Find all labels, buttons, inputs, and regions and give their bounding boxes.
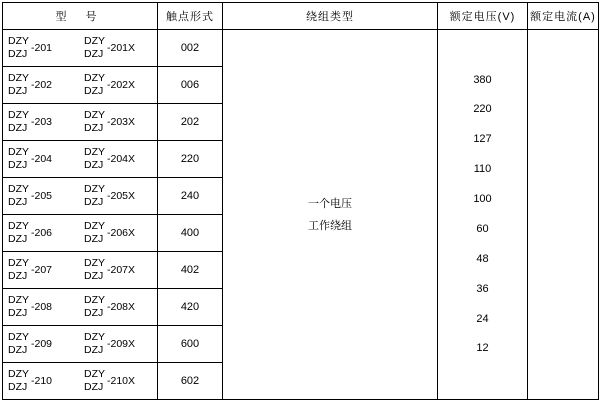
model-suffix: -202 (31, 79, 53, 91)
model-prefix-dzy: DZY (8, 145, 29, 158)
table-row (3, 30, 599, 67)
model-suffix: -203 (31, 116, 53, 128)
rated-current-value (528, 30, 599, 400)
model-prefix-dzy: DZY (8, 108, 29, 121)
model-prefix-dzy: DZY (84, 71, 105, 84)
model-code-primary (4, 294, 80, 320)
model-prefix-dzy: DZY (84, 219, 105, 232)
column-header-model: 型 号 (3, 3, 158, 30)
header-row (3, 3, 599, 30)
model-code-primary (4, 183, 80, 209)
model-prefix-group (84, 35, 105, 61)
model-code-primary (4, 331, 80, 357)
model-prefix-group (84, 368, 105, 394)
model-suffix: -207 (31, 264, 53, 276)
voltage-item: 380 (473, 73, 492, 86)
voltage-item: 12 (476, 342, 489, 355)
model-prefix-dzy: DZY (8, 256, 29, 269)
model-prefix-group (8, 257, 29, 283)
model-code-variant (80, 146, 156, 172)
model-prefix-dzj: DZJ (84, 344, 104, 356)
model-prefix-dzj: DZJ (8, 48, 28, 60)
model-code-primary (4, 368, 80, 394)
model-prefix-dzj: DZJ (84, 48, 104, 60)
column-header-contact-type: 触点形式 (158, 3, 223, 30)
rated-voltage-value (438, 30, 528, 400)
model-prefix-dzj: DZJ (8, 344, 28, 356)
contact-type-value: 202 (158, 104, 223, 141)
model-suffix-variant: -208X (107, 301, 136, 313)
model-prefix-dzj: DZJ (8, 159, 28, 171)
winding-line-1: 一个电压 (308, 197, 352, 210)
model-cell (3, 252, 158, 289)
model-cell (3, 104, 158, 141)
model-code-primary (4, 220, 80, 246)
model-cell (3, 289, 158, 326)
model-prefix-dzy: DZY (84, 34, 105, 47)
voltage-item: 110 (473, 163, 492, 176)
model-prefix-group (84, 109, 105, 135)
model-prefix-dzy: DZY (8, 293, 29, 306)
model-prefix-dzj: DZJ (8, 85, 28, 97)
column-header-winding-type: 绕组类型 (223, 3, 438, 30)
model-prefix-dzj: DZJ (8, 381, 28, 393)
voltage-item: 100 (473, 193, 492, 205)
model-prefix-dzj: DZJ (84, 122, 104, 134)
model-prefix-dzy: DZY (8, 34, 29, 47)
model-prefix-dzj: DZJ (84, 233, 104, 245)
model-prefix-dzj: DZJ (8, 122, 28, 134)
model-prefix-group (84, 183, 105, 209)
model-code-variant (80, 294, 156, 320)
model-prefix-group (8, 35, 29, 61)
model-prefix-group (84, 220, 105, 246)
model-suffix: -206 (31, 227, 53, 239)
model-suffix: -201 (31, 42, 53, 54)
contact-type-value: 240 (158, 178, 223, 215)
voltage-item: 24 (476, 312, 489, 325)
model-prefix-dzj: DZJ (84, 159, 104, 171)
model-prefix-dzy: DZY (84, 182, 105, 195)
model-suffix: -205 (31, 190, 53, 202)
model-suffix: -204 (31, 153, 53, 165)
model-prefix-group (8, 72, 29, 98)
model-prefix-dzy: DZY (8, 71, 29, 84)
contact-type-value: 006 (158, 67, 223, 104)
column-header-rated-current: 额定电流(A) (528, 3, 599, 30)
model-cell (3, 141, 158, 178)
model-suffix: -209 (31, 338, 53, 350)
contact-type-value: 220 (158, 141, 223, 178)
model-prefix-dzy: DZY (8, 182, 29, 195)
model-suffix-variant: -210X (107, 375, 136, 387)
model-prefix-group (8, 109, 29, 135)
model-code-primary (4, 257, 80, 283)
model-code-primary (4, 35, 80, 61)
contact-type-value: 400 (158, 215, 223, 252)
voltage-item: 36 (476, 282, 489, 295)
model-prefix-dzy: DZY (84, 367, 105, 380)
model-suffix-variant: -204X (107, 153, 136, 165)
model-prefix-dzy: DZY (84, 293, 105, 306)
model-cell (3, 215, 158, 252)
model-prefix-group (84, 146, 105, 172)
voltage-item: 60 (476, 222, 489, 235)
contact-type-value: 002 (158, 30, 223, 67)
model-code-variant (80, 220, 156, 246)
contact-type-value: 600 (158, 326, 223, 363)
contact-type-value: 402 (158, 252, 223, 289)
model-suffix-variant: -206X (107, 227, 136, 239)
model-prefix-dzj: DZJ (84, 270, 104, 282)
voltage-item: 127 (473, 133, 492, 146)
model-cell (3, 30, 158, 67)
model-prefix-dzj: DZJ (8, 233, 28, 245)
model-code-variant (80, 72, 156, 98)
model-code-primary (4, 72, 80, 98)
model-suffix-variant: -207X (107, 264, 136, 276)
voltage-list (438, 75, 527, 355)
model-code-primary (4, 146, 80, 172)
model-suffix-variant: -201X (107, 42, 136, 54)
model-code-variant (80, 257, 156, 283)
model-prefix-group (8, 331, 29, 357)
model-suffix-variant: -209X (107, 338, 136, 350)
model-prefix-dzy: DZY (8, 219, 29, 232)
model-prefix-group (8, 294, 29, 320)
model-code-variant (80, 183, 156, 209)
model-code-variant (80, 368, 156, 394)
contact-type-value: 602 (158, 363, 223, 400)
model-suffix-variant: -203X (107, 116, 136, 128)
model-cell (3, 178, 158, 215)
model-prefix-dzj: DZJ (84, 85, 104, 97)
model-suffix: -208 (31, 301, 53, 313)
model-prefix-group (8, 146, 29, 172)
model-prefix-dzj: DZJ (8, 270, 28, 282)
model-prefix-dzj: DZJ (84, 196, 104, 208)
model-cell (3, 67, 158, 104)
model-suffix-variant: -202X (107, 79, 136, 91)
model-code-variant (80, 35, 156, 61)
table-body (3, 30, 599, 400)
model-prefix-dzj: DZJ (84, 307, 104, 319)
model-prefix-dzy: DZY (8, 330, 29, 343)
model-prefix-dzy: DZY (84, 330, 105, 343)
model-prefix-dzj: DZJ (84, 381, 104, 393)
winding-type-value (223, 30, 438, 400)
model-prefix-dzy: DZY (84, 108, 105, 121)
specification-table (2, 2, 599, 400)
contact-type-value: 420 (158, 289, 223, 326)
model-prefix-group (8, 183, 29, 209)
model-suffix: -210 (31, 375, 53, 387)
model-cell (3, 363, 158, 400)
model-prefix-dzy: DZY (84, 145, 105, 158)
model-prefix-dzj: DZJ (8, 196, 28, 208)
model-prefix-group (84, 331, 105, 357)
voltage-item: 220 (473, 103, 492, 116)
model-prefix-dzy: DZY (84, 256, 105, 269)
model-code-variant (80, 109, 156, 135)
model-prefix-group (84, 294, 105, 320)
table-header (3, 3, 599, 30)
model-code-variant (80, 331, 156, 357)
model-cell (3, 326, 158, 363)
model-prefix-group (8, 220, 29, 246)
column-header-rated-voltage: 额定电压(V) (438, 3, 528, 30)
model-prefix-dzj: DZJ (8, 307, 28, 319)
winding-line-2: 工作绕组 (308, 219, 352, 232)
model-prefix-group (84, 257, 105, 283)
model-prefix-dzy: DZY (8, 367, 29, 380)
model-prefix-group (84, 72, 105, 98)
model-code-primary (4, 109, 80, 135)
model-suffix-variant: -205X (107, 190, 136, 202)
model-prefix-group (8, 368, 29, 394)
voltage-item: 48 (476, 252, 489, 265)
